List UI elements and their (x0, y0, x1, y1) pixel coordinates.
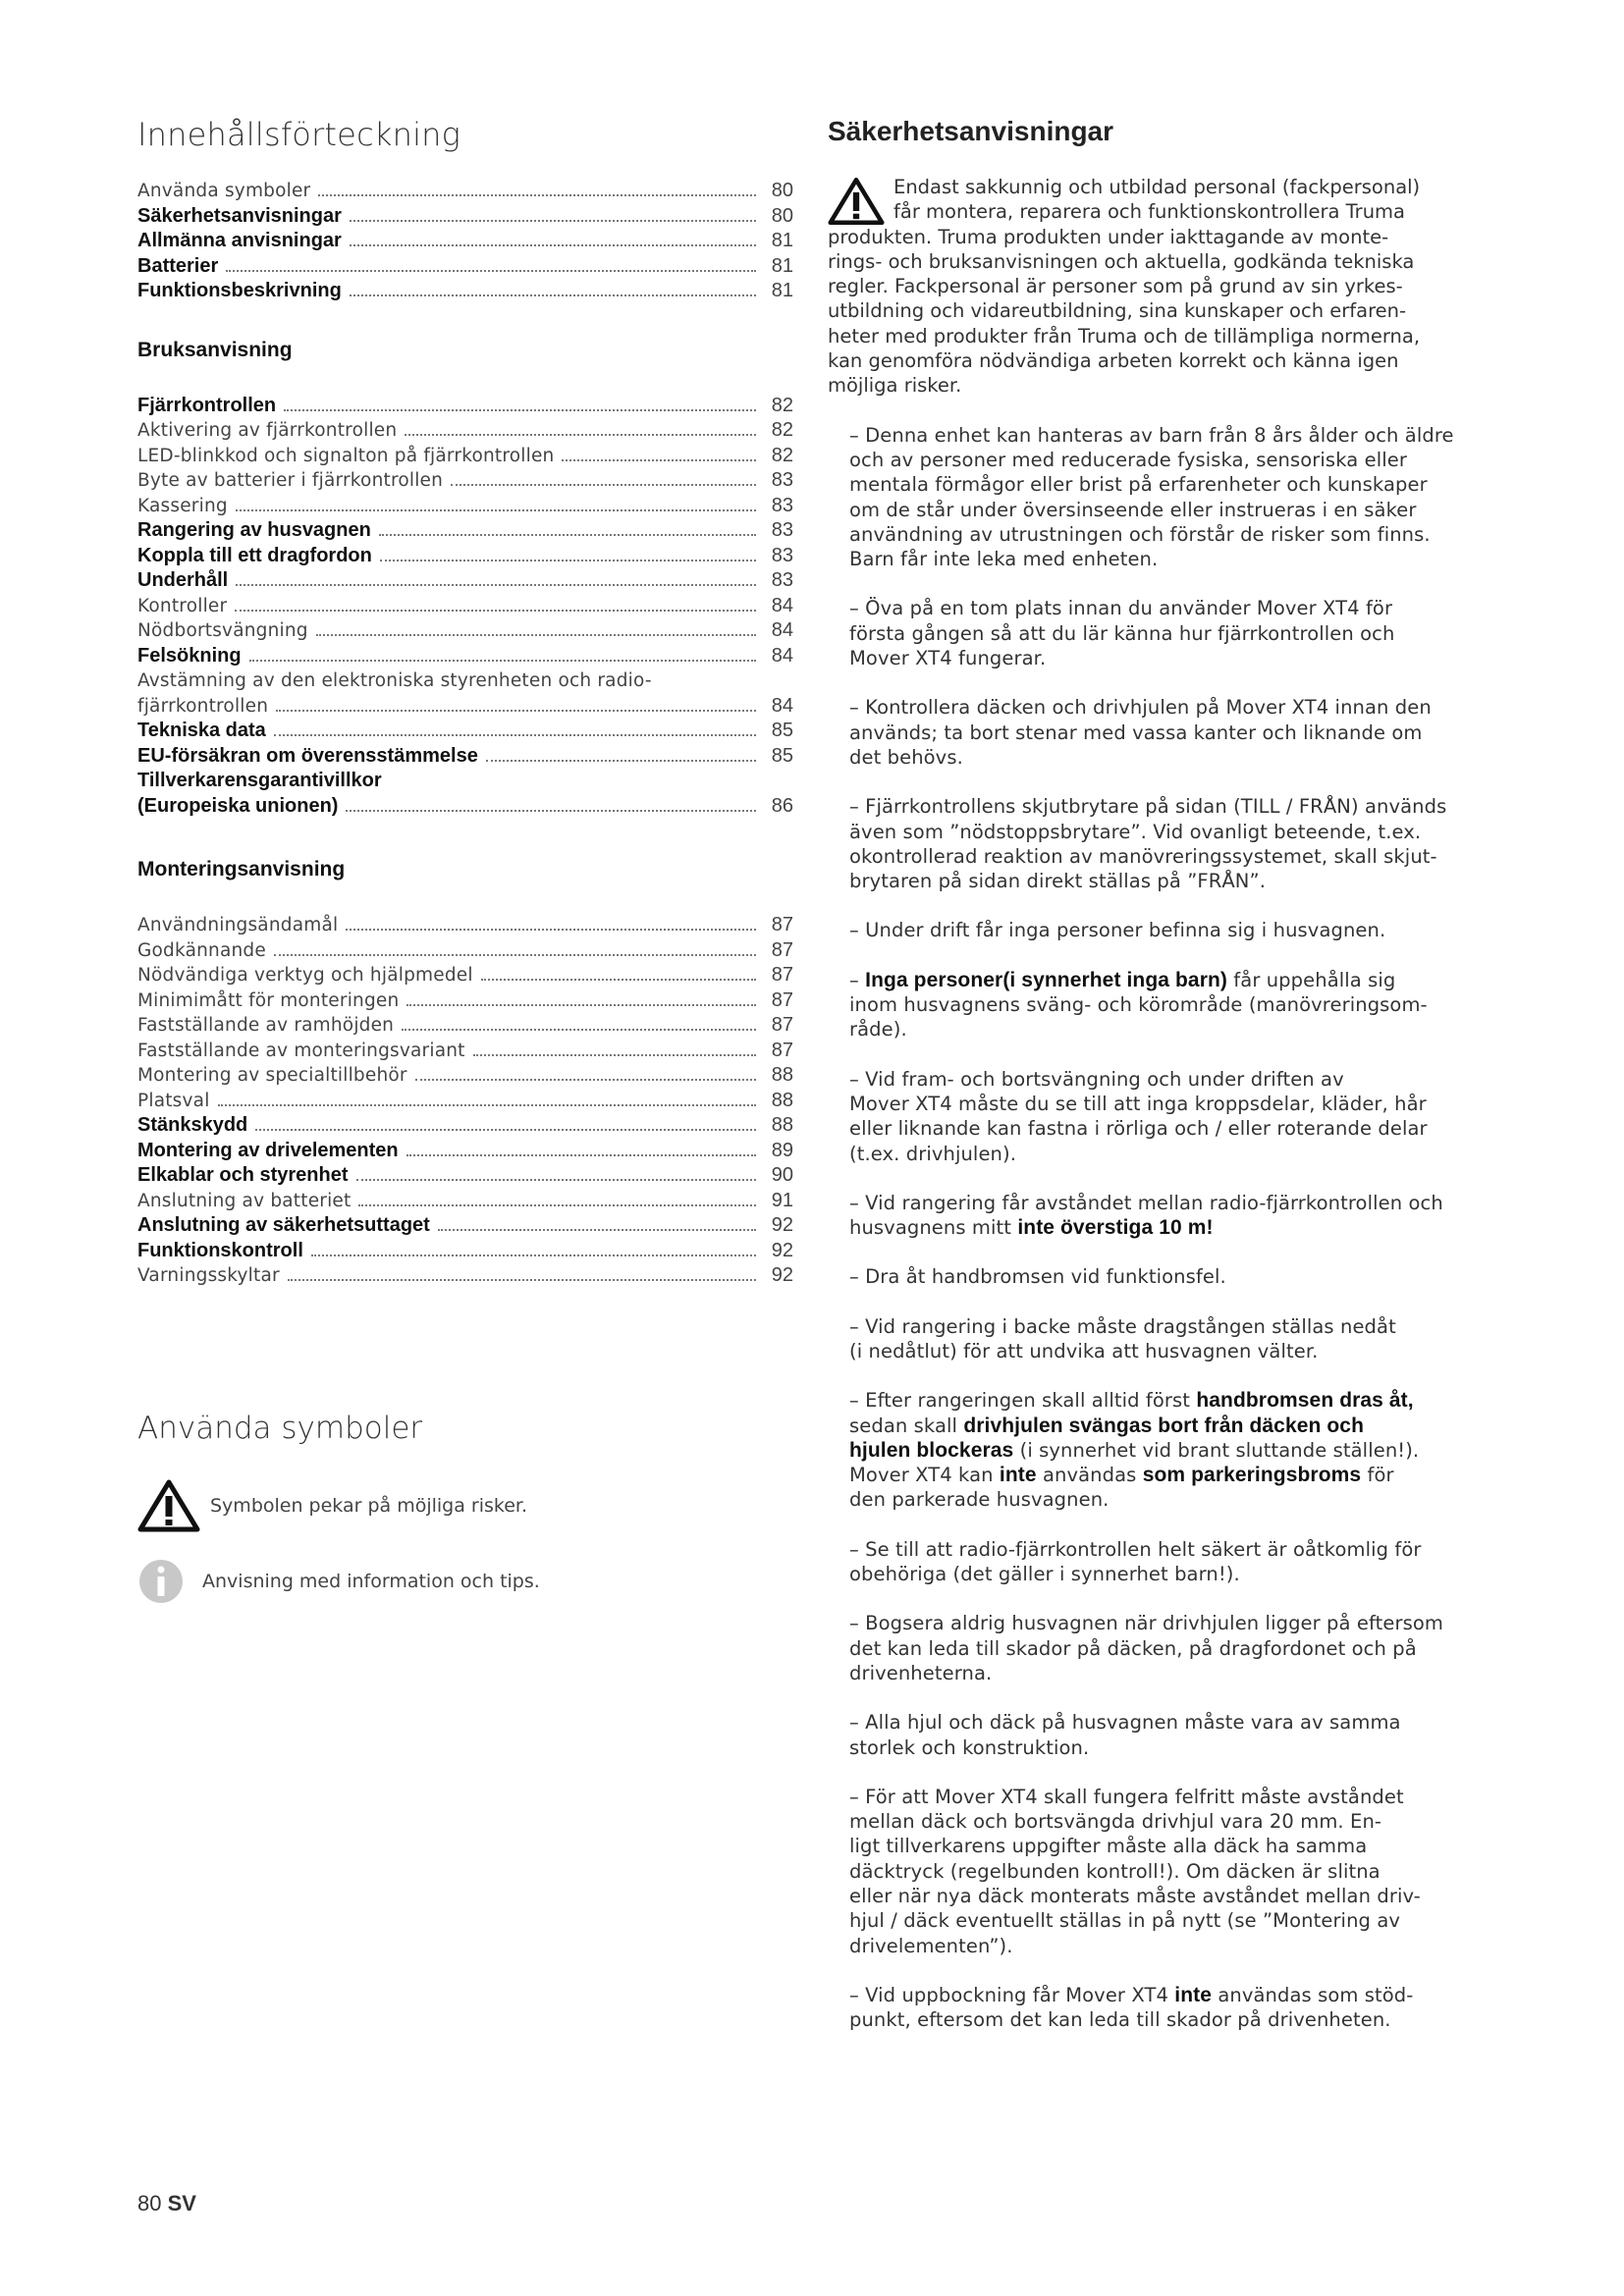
toc-entry[interactable] (137, 494, 793, 519)
toc-entry[interactable] (137, 204, 793, 230)
toc-leader-dots (356, 1179, 756, 1181)
toc-leader-dots (276, 710, 756, 712)
toc-entry-label: (Europeiska unionen) (137, 794, 339, 817)
toc-entry-page: 81 (771, 280, 793, 301)
warning-triangle-icon (137, 1479, 200, 1532)
toc-entry-label: Kassering (137, 495, 228, 516)
toc-entry-page: 84 (771, 694, 793, 717)
toc-entry-page: 84 (771, 594, 793, 616)
toc-leader-dots (249, 660, 756, 662)
toc-entry[interactable] (137, 1263, 793, 1289)
toc-entry-label: Säkerhetsanvisningar (137, 204, 342, 227)
toc-entry-label: fjärrkontrollen (137, 695, 269, 717)
toc-entry-label: Felsökning (137, 644, 242, 667)
safety-paragraph: – Dra åt handbromsen vid funktionsfel. (849, 1265, 1226, 1289)
toc-entry-label: Fjärrkontrollen (137, 394, 277, 416)
toc-entry-page: 85 (771, 720, 793, 741)
safety-paragraph: – Öva på en tom plats innan du använder Mover XT4 för första gången så att du lär känna hur fjärrkontrollen och Mover XT4 fungerar. (849, 597, 1395, 670)
toc-entry-label: Användningsändamål (137, 915, 339, 935)
toc-entry[interactable] (137, 988, 793, 1014)
toc-entry[interactable] (137, 254, 793, 280)
safety-paragraph: – För att Mover XT4 skall fungera felfritt måste avståndet mellan däck och bortsvängda drivhjul vara 20 mm. En- ligt tillverkarens uppgifter måste alla däck ha samma däcktryck (regelbunden kontroll!). Om däcken är slitna eller när nya däck monterats måste avståndet mellan driv- hjul / däck eventuellt ställas in på nytt (se ”Montering av drivelementen”). (849, 1785, 1421, 1957)
toc-entry[interactable] (137, 1163, 793, 1189)
toc-leader-dots (236, 584, 756, 586)
toc-entry-label: Nödbortsvängning (137, 620, 308, 641)
toc-entry-label: Platsval (137, 1090, 210, 1111)
toc-wrap-line[interactable]: Tillverkarensgarantivillkor (137, 770, 382, 791)
toc-entry-page: 87 (771, 914, 793, 935)
toc-entry[interactable] (137, 744, 793, 770)
toc-leader-dots (346, 810, 756, 812)
toc-entry-page: 83 (771, 569, 793, 591)
toc-entry-label: Batterier (137, 254, 219, 277)
toc-leader-dots (318, 194, 756, 196)
safety-title: Säkerhetsanvisningar (828, 116, 1114, 146)
symbols-title: Använda symboler (137, 1410, 423, 1446)
safety-paragraph: – Inga personer(i synnerhet inga barn) får uppehålla sig inom husvagnens sväng- och körområde (manövreringsom- råde). (849, 968, 1428, 1041)
safety-intro-line1: Endast sakkunnig och utbildad personal (fackpersonal) (893, 176, 1421, 198)
toc-entry-label: Nödvändiga verktyg och hjälpmedel (137, 965, 473, 986)
toc-entry-label: Varningsskyltar (137, 1265, 280, 1286)
safety-paragraph: – Under drift får inga personer befinna sig i husvagnen. (849, 919, 1386, 942)
toc-entry-page: 83 (771, 544, 793, 566)
toc-leader-dots (380, 560, 756, 561)
toc-entry-label: Funktionskontroll (137, 1239, 303, 1261)
toc-entry-label: EU-försäkran om överensstämmelse (137, 744, 478, 767)
toc-entry-page: 84 (771, 644, 793, 667)
toc-leader-dots (402, 1029, 756, 1031)
toc-entry[interactable] (137, 568, 793, 594)
toc-entry[interactable] (137, 963, 793, 988)
toc-leader-dots (438, 1229, 756, 1231)
page-number: 80 (137, 2191, 162, 2216)
toc-entry-page: 87 (771, 964, 793, 986)
safety-paragraph: – Vid rangering får avståndet mellan radio-fjärrkontrollen och husvagnens mitt inte överstiga 10 m! (849, 1191, 1443, 1240)
toc-entry-page: 81 (771, 254, 793, 277)
toc-entry-label: Koppla till ett dragfordon (137, 544, 372, 566)
safety-paragraph: – Vid fram- och bortsvängning och under driften av Mover XT4 måste du se till att inga kroppsdelar, kläder, hår eller liknande kan fastna i rörliga och / eller roterande delar (t.ex. drivhjulen). (849, 1067, 1428, 1165)
safety-paragraph: – Kontrollera däcken och drivhjulen på Mover XT4 innan den används; ta bort stenar med vassa kanter och liknande om det behövs. (849, 696, 1432, 769)
toc-entry[interactable] (137, 279, 793, 304)
safety-paragraph: – Alla hjul och däck på husvagnen måste vara av samma storlek och konstruktion. (849, 1711, 1401, 1759)
toc-entry-page: 83 (771, 519, 793, 541)
language-code: SV (167, 2191, 196, 2216)
info-icon (137, 1558, 185, 1605)
toc-entry-label: Elkablar och styrenhet (137, 1164, 349, 1186)
toc-bruks-avst (137, 694, 793, 720)
toc-entry-page: 92 (771, 1264, 793, 1286)
toc-entry-label: Montering av drivelementen (137, 1139, 399, 1161)
toc-entry[interactable] (137, 938, 793, 964)
warning-triangle-icon (828, 177, 885, 226)
toc-entry[interactable] (137, 594, 793, 619)
toc-entry[interactable] (137, 468, 793, 494)
toc-leader-dots (255, 1129, 756, 1131)
toc-entry-label: Använda symboler (137, 181, 311, 201)
toc-entry-label: Montering av specialtillbehör (137, 1065, 407, 1086)
toc-entry-page: 90 (771, 1164, 793, 1186)
toc-leader-dots (473, 1054, 756, 1056)
safety-paragraph: – Efter rangeringen skall alltid först handbromsen dras åt, sedan skall drivhjulen svängas bort från däcken och hjulen blockeras (i synnerhet vid brant sluttande ställen!). Mover XT4 kan inte användas som parkeringsbroms för den parkerade husvagnen. (849, 1389, 1420, 1512)
toc-leader-dots (350, 220, 756, 222)
toc-entry[interactable] (137, 1189, 793, 1214)
toc-entry[interactable] (137, 1039, 793, 1064)
toc-entry[interactable] (137, 618, 793, 644)
toc-entry[interactable] (137, 518, 793, 544)
toc-entry-page: 88 (771, 1114, 793, 1136)
toc-leader-dots (406, 1004, 756, 1006)
symbol-warning-text: Symbolen pekar på möjliga risker. (210, 1494, 528, 1517)
safety-paragraph: – Vid uppbockning får Mover XT4 inte användas som stöd- punkt, eftersom det kan leda till skador på drivenheten. (849, 1983, 1414, 2032)
toc-leader-dots (284, 409, 756, 411)
toc-entry-label: Funktionsbeskrivning (137, 280, 342, 301)
toc-entry-label: Fastställande av monteringsvariant (137, 1040, 465, 1061)
toc-entry[interactable] (137, 719, 793, 744)
toc-entry-page: 84 (771, 619, 793, 641)
toc-entry-label: Allmänna anvisningar (137, 230, 342, 251)
safety-paragraph: – Denna enhet kan hanteras av barn från 8 års ålder och äldre och av personer med reducerade fysiska, sensoriska eller mentala förmågor eller brist på erfarenheter och kunskaper om de står under översinseende eller instrueras i en säker användning av utrustningen och förstår de risker som finns. Barn får inte leka med enheten. (849, 423, 1454, 571)
toc-leader-dots (218, 1104, 756, 1106)
right-column (828, 116, 1495, 2057)
toc-leader-dots (226, 270, 756, 272)
toc-intro-list (137, 179, 793, 304)
safety-intro-line2: får montera, reparera och funktionskontrollera Truma (893, 200, 1405, 224)
toc-leader-dots (274, 734, 756, 736)
toc-entry[interactable] (137, 1213, 793, 1239)
toc-entry-page: 82 (771, 394, 793, 416)
toc-entry-page: 82 (771, 444, 793, 466)
toc-entry-page: 92 (771, 1239, 793, 1261)
toc-entry[interactable] (137, 1239, 793, 1264)
toc-leader-dots (288, 1279, 756, 1281)
toc-leader-dots (486, 760, 756, 762)
toc-bruks-garanti (137, 794, 793, 820)
toc-leader-dots (406, 1154, 756, 1156)
symbol-info-row (137, 1558, 793, 1605)
toc-entry[interactable] (137, 179, 793, 204)
toc-leader-dots (350, 294, 756, 296)
toc-entry[interactable] (137, 694, 793, 720)
toc-entry-label: Kontroller (137, 595, 228, 616)
safety-paragraph: – Se till att radio-fjärrkontrollen helt säkert är oåtkomlig för obehöriga (det gäller i synnerhet barn!). (849, 1537, 1422, 1586)
toc-leader-dots (346, 929, 756, 931)
toc-entry-label: Minimimått för monteringen (137, 989, 400, 1011)
toc-entry-page: 85 (771, 744, 793, 767)
toc-leader-dots (415, 1079, 756, 1081)
toc-entry-label: LED-blinkkod och signalton på fjärrkontrollen (137, 445, 555, 466)
toc-entry-label: Anslutning av säkerhetsuttaget (137, 1214, 430, 1236)
toc-entry-page: 86 (771, 794, 793, 817)
toc-leader-dots (311, 1255, 756, 1256)
toc-section-monteringsanvisning: Monteringsanvisning (137, 858, 346, 881)
toc-entry-page: 88 (771, 1064, 793, 1086)
toc-leader-dots (405, 434, 756, 436)
toc-section-bruksanvisning: Bruksanvisning (137, 338, 293, 361)
toc-entry-page: 87 (771, 938, 793, 961)
toc-bruks-list-b (137, 719, 793, 769)
toc-leader-dots (358, 1204, 756, 1206)
toc-title: Innehållsförteckning (137, 116, 461, 153)
safety-intro (828, 175, 1495, 399)
toc-entry[interactable] (137, 1139, 793, 1164)
safety-intro-rest: produkten. Truma produkten under iakttagande av monte- rings- och bruksanvisningen och aktuella, godkända tekniska regler. Fackpersonal är personer som på grund av sin yrkes- utbildning och vidareutbildning, sina kunskaper och erfaren- heter med produkter från Truma och de tillämpliga normerna, kan genomföra nödvändiga arbeten korrekt och känna igen möjliga risker. (828, 225, 1421, 398)
toc-entry[interactable] (137, 644, 793, 669)
left-column (137, 116, 793, 1605)
toc-mont-list (137, 913, 793, 1289)
toc-entry[interactable] (137, 544, 793, 569)
toc-entry-label: Byte av batterier i fjärrkontrollen (137, 470, 444, 491)
toc-entry-label: Stänkskydd (137, 1114, 248, 1136)
toc-entry-page: 80 (771, 204, 793, 227)
toc-entry[interactable] (137, 418, 793, 444)
toc-entry[interactable] (137, 1013, 793, 1039)
toc-entry[interactable] (137, 1089, 793, 1114)
toc-entry-label: Godkännande (137, 939, 266, 961)
toc-entry-page: 83 (771, 494, 793, 516)
symbol-info-text: Anvisning med information och tips. (202, 1570, 540, 1592)
toc-entry-label: Tekniska data (137, 720, 266, 741)
toc-leader-dots (236, 509, 756, 511)
toc-entry-label: Fastställande av ramhöjden (137, 1015, 395, 1036)
toc-entry-page: 92 (771, 1214, 793, 1236)
toc-entry-page: 81 (771, 230, 793, 251)
toc-leader-dots (379, 534, 756, 536)
toc-entry-label: Aktivering av fjärrkontrollen (137, 420, 398, 441)
toc-entry-label: Anslutning av batteriet (137, 1190, 352, 1211)
page-footer (137, 2191, 196, 2216)
toc-leader-dots (316, 634, 756, 636)
toc-entry[interactable] (137, 394, 793, 419)
toc-entry[interactable] (137, 913, 793, 938)
toc-entry-page: 82 (771, 419, 793, 441)
toc-leader-dots (235, 610, 756, 612)
toc-entry[interactable] (137, 229, 793, 254)
toc-leader-dots (481, 979, 756, 981)
toc-entry-page: 91 (771, 1189, 793, 1211)
toc-entry[interactable] (137, 444, 793, 469)
symbol-warning-row (137, 1479, 793, 1532)
toc-leader-dots (451, 484, 756, 486)
toc-entry[interactable] (137, 1113, 793, 1139)
toc-entry-page: 87 (771, 988, 793, 1011)
toc-entry-page: 87 (771, 1014, 793, 1036)
safety-paragraph: – Vid rangering i backe måste dragstången ställas nedåt (i nedåtlut) för att undvika att husvagnen välter. (849, 1314, 1396, 1362)
safety-paragraph: – Bogsera aldrig husvagnen när drivhjulen ligger på eftersom det kan leda till skador på däcken, på dragfordonet och på drivenheterna. (849, 1612, 1443, 1684)
safety-paragraph: – Fjärrkontrollens skjutbrytare på sidan (TILL / FRÅN) används även som ”nödstoppsbrytare”. Vid ovanligt beteende, t.ex. okontrollerad reaktion av manövreringssystemet, skall skjut- brytaren på sidan direkt ställas på ”FRÅN”. (849, 795, 1447, 893)
toc-entry-page: 80 (771, 180, 793, 201)
toc-leader-dots (562, 459, 756, 461)
toc-entry-label: Underhåll (137, 569, 229, 591)
toc-leader-dots (274, 954, 756, 956)
toc-entry[interactable] (137, 794, 793, 820)
toc-leader-dots (350, 244, 756, 246)
toc-bruks-list-a (137, 394, 793, 669)
toc-entry-page: 88 (771, 1089, 793, 1111)
toc-entry[interactable] (137, 1063, 793, 1089)
toc-entry-page: 83 (771, 469, 793, 491)
toc-entry-page: 89 (771, 1139, 793, 1161)
toc-wrap-line[interactable]: Avstämning av den elektroniska styrenheten och radio- (137, 670, 652, 691)
toc-entry-label: Rangering av husvagnen (137, 519, 371, 541)
toc-entry-page: 87 (771, 1039, 793, 1061)
